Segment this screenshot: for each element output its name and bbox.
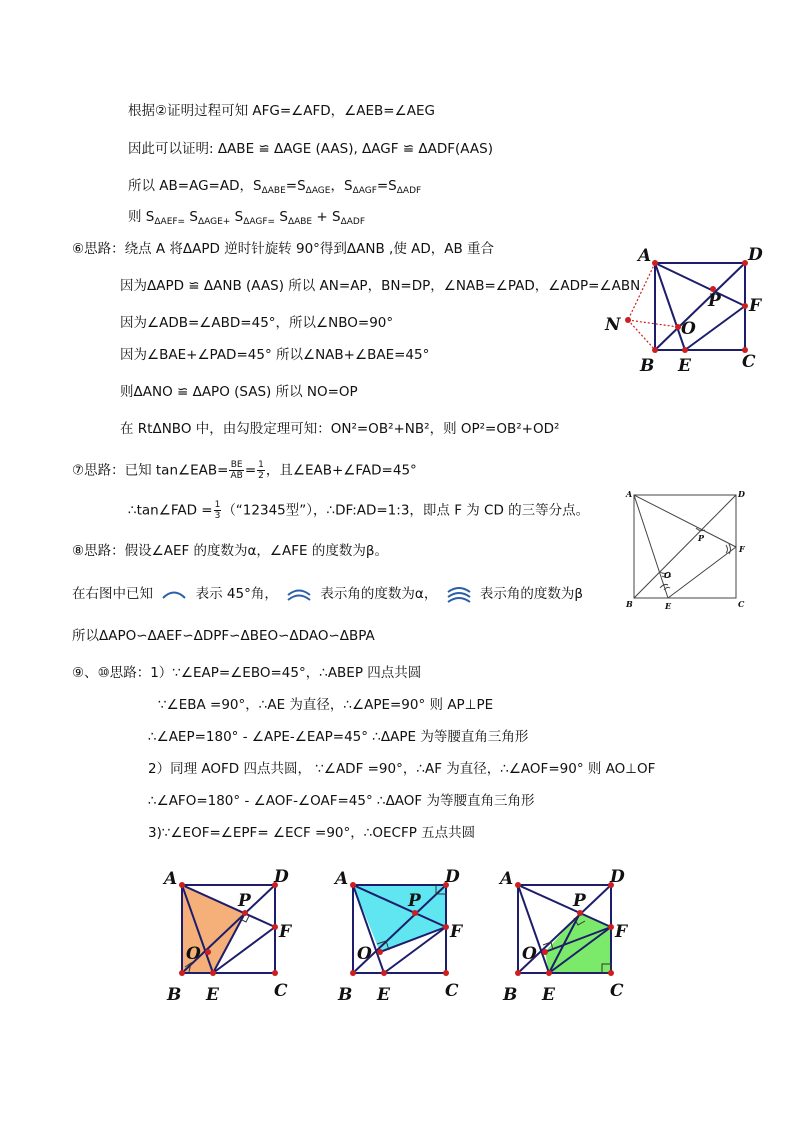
label-a: A	[500, 869, 514, 889]
label-b: B	[626, 599, 633, 609]
label-c: C	[738, 599, 745, 609]
label-f: F	[615, 922, 628, 942]
section-9-line-2: ∵∠EBA =90°，∴AE 为直径，∴∠APE=90° 则 AP⊥PE	[158, 697, 494, 713]
section-6-line-4: 则ΔANO ≌ ΔAPO (SAS) 所以 NO=OP	[120, 384, 358, 400]
line-congruence-abe-age: 因此可以证明: ΔABE ≌ ΔAGE (AAS), ΔAGF ≌ ΔADF(AAS)	[128, 141, 493, 157]
label-p: P	[698, 533, 705, 543]
label-o: O	[186, 944, 201, 964]
label-o: O	[664, 570, 671, 580]
label-a: A	[626, 489, 633, 499]
label-e: E	[542, 985, 555, 1005]
section-8-line-2: 在右图中已知 表示 45°角， 表示角的度数为α， 表示角的度数为β	[72, 586, 584, 602]
label-a: A	[335, 869, 349, 889]
label-f: F	[279, 922, 292, 942]
label-c: C	[610, 981, 624, 1001]
section-6-line-5: 在 RtΔNBO 中，由勾股定理可知：ON²=OB²+NB²，则 OP²=OB²+OD²	[120, 421, 560, 437]
figure-angle-marks	[622, 485, 757, 613]
section-9-line-1: ⑨、⑩思路：1）∵∠EAP=∠EBO=45°，∴ABEP 四点共圆	[72, 665, 422, 681]
section-6-line-3: 因为∠BAE+∠PAD=45° 所以∠NAB+∠BAE=45°	[120, 347, 430, 363]
figure-pentagon-oecfp	[495, 860, 635, 1005]
label-e: E	[665, 601, 672, 611]
triple-arc-icon	[446, 584, 472, 604]
label-d: D	[445, 867, 460, 887]
section-9-line-4: 2）同理 AOFD 四点共圆， ∵∠ADF =90°，∴AF 为直径，∴∠AOF=90° 则 AO⊥OF	[148, 761, 656, 777]
line-ab-ag-ad: 所以 AB=AG=AD，$S_{\Delta ABE}=S_{\Delta AGE}$，$S_{\Delta AGF}=S_{\Delta ADF}$	[128, 178, 422, 196]
label-p: P	[238, 891, 251, 911]
label-p: P	[708, 291, 721, 311]
label-a: A	[164, 869, 178, 889]
label-d: D	[274, 867, 289, 887]
section-9-line-3: ∴∠AEP=180° - ∠APE-∠EAP=45° ∴ΔAPE 为等腰直角三角形	[148, 729, 529, 745]
label-f: F	[749, 296, 762, 316]
label-a: A	[638, 246, 652, 266]
label-p: P	[573, 891, 586, 911]
label-c: C	[445, 981, 459, 1001]
section-8-line-1: ⑧思路：假设∠AEF 的度数为α，∠AFE 的度数为β。	[72, 543, 388, 559]
section-6-line-1: 因为ΔAPD ≌ ΔANB (AAS) 所以 AN=AP，BN=DP，∠NAB=∠PAD，∠ADP=∠ABN	[120, 278, 641, 294]
single-arc-icon	[161, 587, 187, 601]
label-c: C	[274, 981, 288, 1001]
double-arc-icon	[286, 586, 312, 602]
label-d: D	[748, 245, 763, 265]
label-n: N	[605, 315, 621, 335]
label-b: B	[640, 356, 655, 375]
section-9-line-5: ∴∠AFO=180° - ∠AOF-∠OAF=45° ∴ΔAOF 为等腰直角三角形	[148, 793, 535, 809]
section-7-line-2: ∴tan∠FAD = $\frac{1}{3}$ （“12345型”），∴DF:AD=1:3，即点 F 为 CD 的三等分点。	[128, 500, 590, 521]
line-area-aef: 则 $S_{\Delta AEF=}$ $S_{\Delta AGE+}$ $S_{\Delta AGF=}$ $S_{\Delta ABE} + S_{\Delta ADF}$	[128, 209, 366, 227]
label-e: E	[377, 985, 390, 1005]
section-6-title: ⑥思路：绕点 A 将ΔAPD 逆时针旋转 90°得到ΔANB ,使 AD，AB 重合	[72, 241, 495, 257]
label-f: F	[450, 922, 463, 942]
label-c: C	[742, 352, 756, 372]
label-d: D	[738, 489, 745, 499]
label-b: B	[503, 985, 518, 1005]
label-o: O	[681, 319, 696, 339]
label-o: O	[357, 944, 372, 964]
label-b: B	[167, 985, 182, 1005]
label-e: E	[206, 985, 219, 1005]
label-p: P	[408, 891, 421, 911]
label-e: E	[678, 356, 691, 375]
line-afg-afd: 根据②证明过程可知 AFG=∠AFD，∠AEB=∠AEG	[128, 103, 435, 119]
section-7-line-1: ⑦思路：已知 tan∠EAB= $\frac{BE}{AB}$ = $\frac{1}{2}$ ，且∠EAB+∠FAD=45°	[72, 460, 417, 481]
section-6-line-2: 因为∠ADB=∠ABD=45°，所以∠NBO=90°	[120, 315, 394, 331]
label-d: D	[610, 867, 625, 887]
figure-rotation-square	[600, 240, 770, 375]
label-f: F	[739, 544, 745, 554]
figure-triangle-aof	[330, 860, 470, 1005]
figure-triangle-ape	[158, 860, 298, 1005]
label-b: B	[338, 985, 353, 1005]
section-9-line-6: 3)∵∠EOF=∠EPF= ∠ECF =90°，∴OECFP 五点共圆	[148, 825, 476, 841]
label-o: O	[522, 944, 537, 964]
section-8-line-3: 所以ΔAPO∽ΔAEF∽ΔDPF∽ΔBEO∽ΔDAO∽ΔBPA	[72, 628, 375, 644]
